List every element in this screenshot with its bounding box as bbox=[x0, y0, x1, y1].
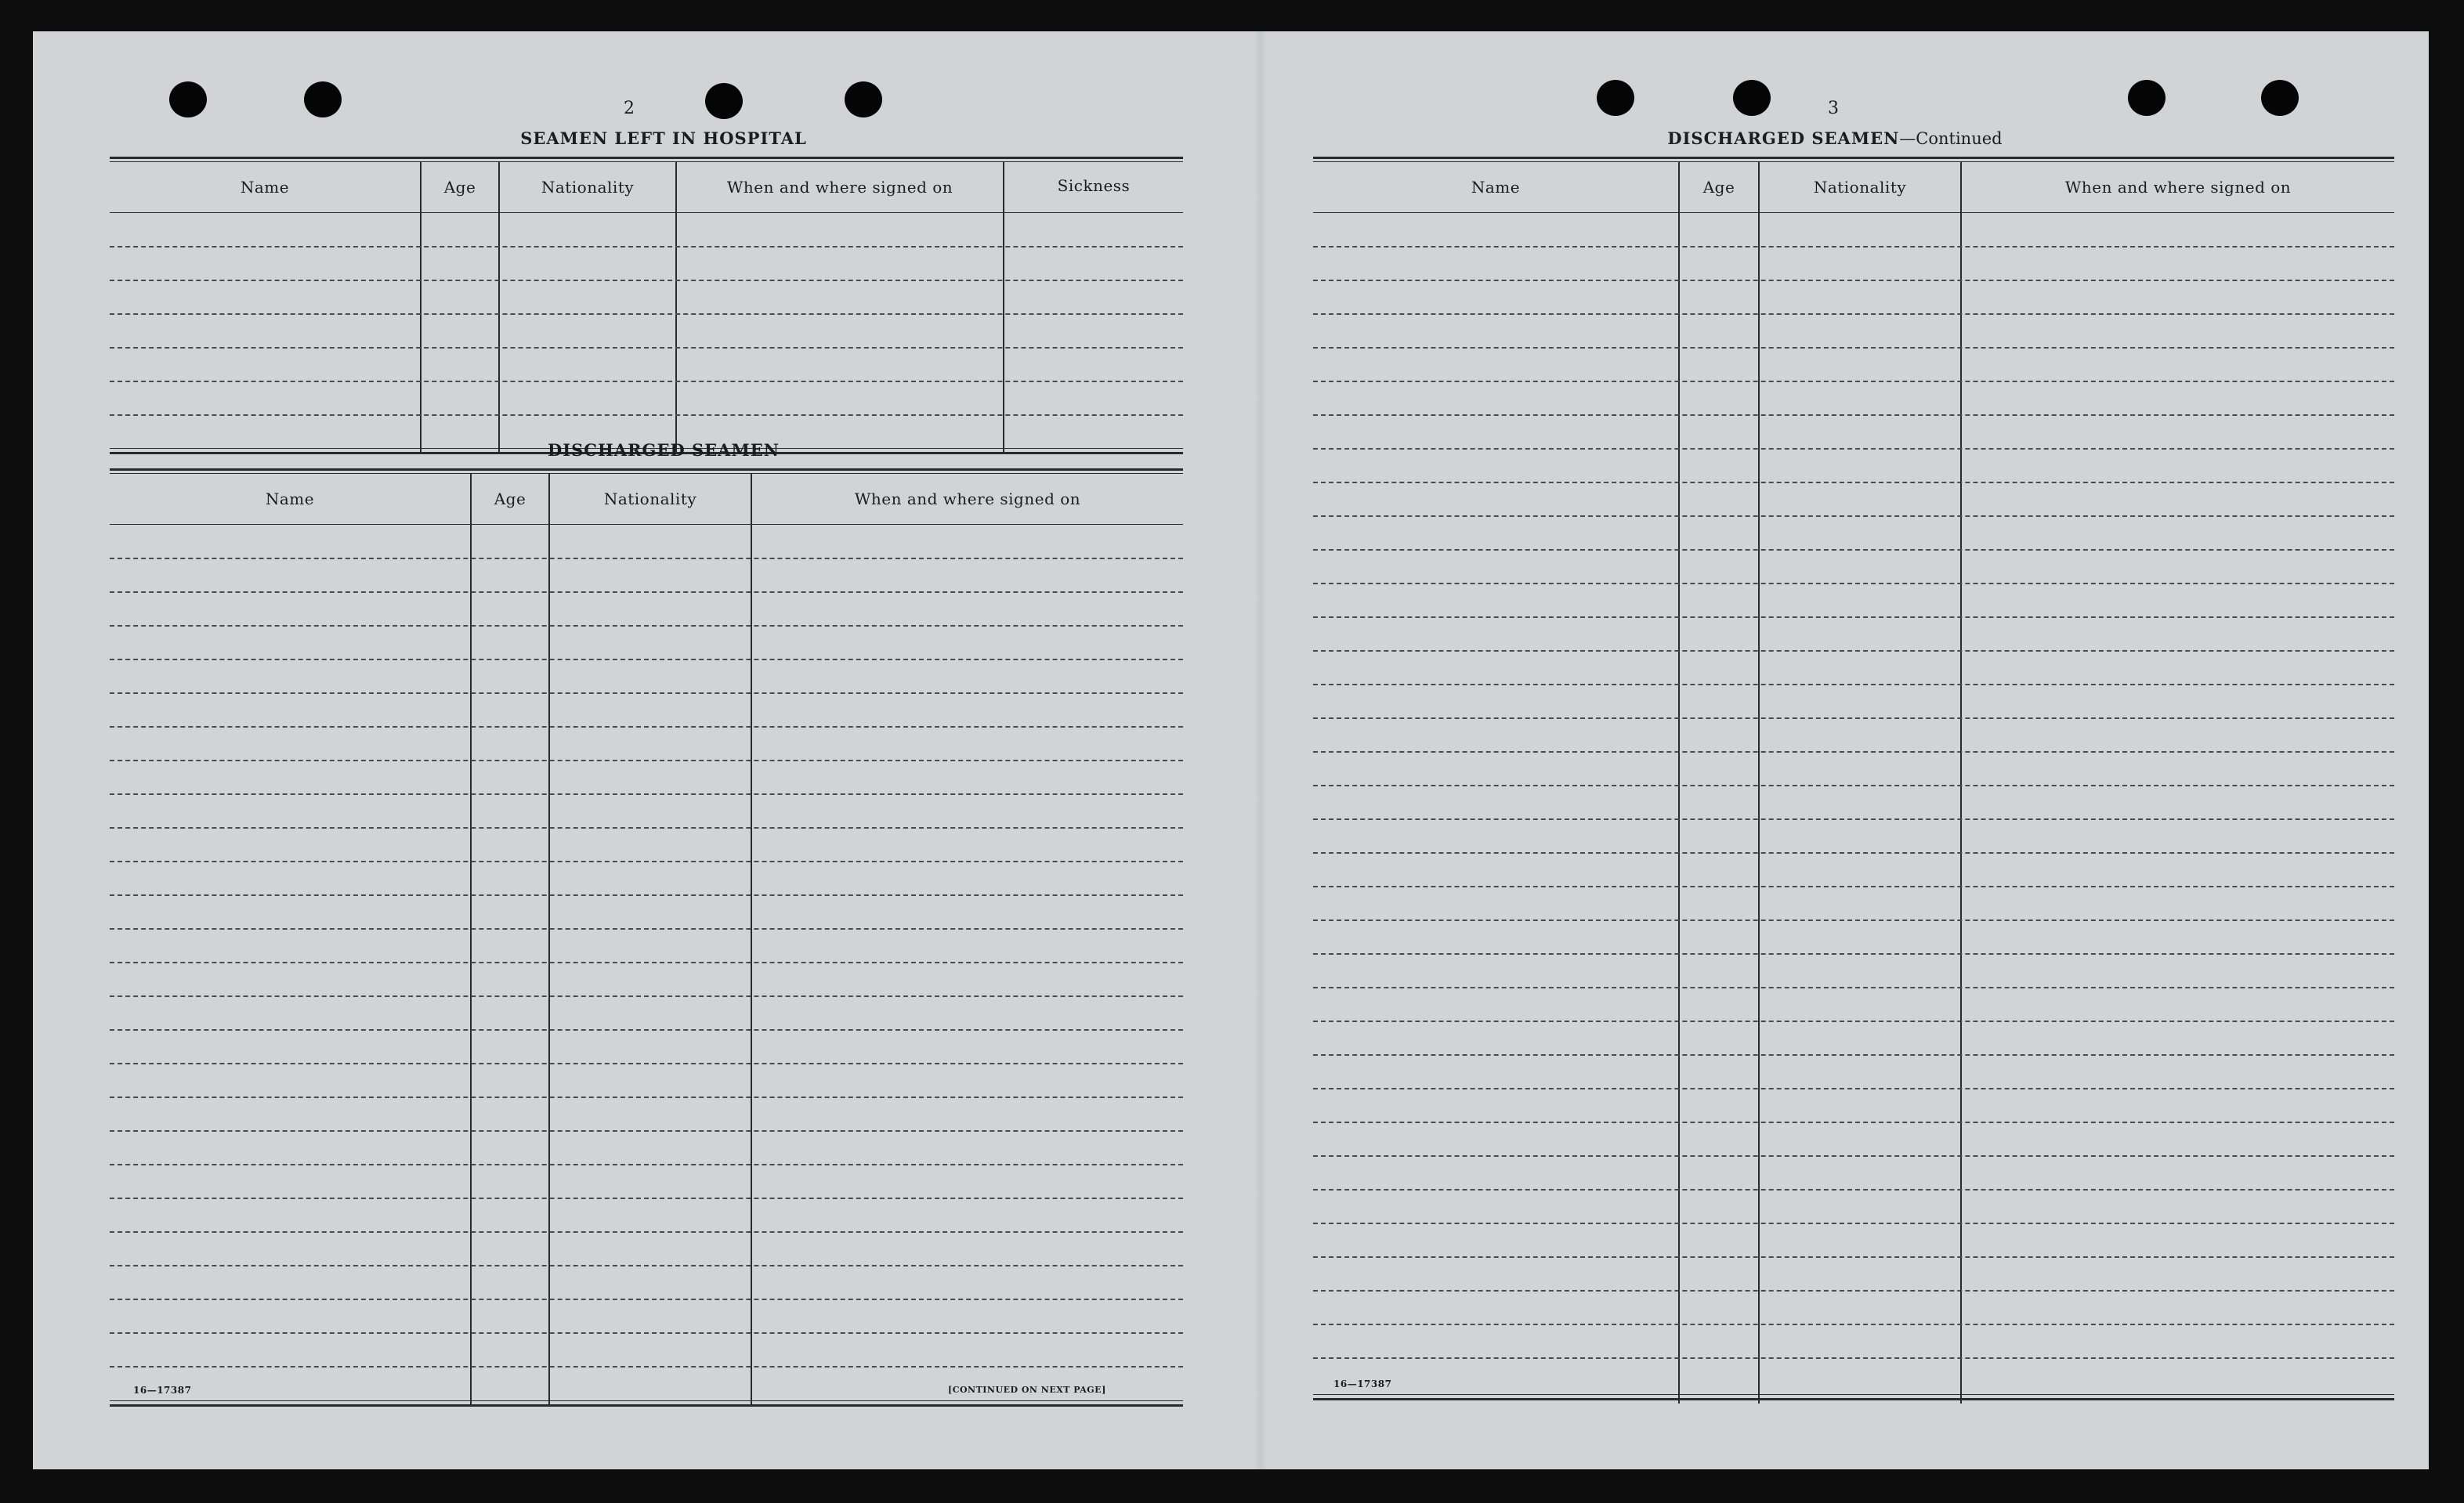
table-row bbox=[1313, 313, 2394, 315]
table-row bbox=[1313, 1021, 2394, 1022]
table-row bbox=[110, 1332, 1183, 1334]
table-row bbox=[1313, 717, 2394, 719]
table-row bbox=[1313, 616, 2394, 618]
table-row bbox=[1313, 246, 2394, 247]
discharged-header-name: Name bbox=[265, 490, 315, 508]
discharged-continued-title bbox=[1545, 128, 2125, 148]
hospital-section-title: SEAMEN LEFT IN HOSPITAL bbox=[520, 128, 807, 148]
table-row bbox=[110, 1299, 1183, 1300]
table-row bbox=[1313, 1088, 2394, 1089]
table-row bbox=[110, 962, 1183, 963]
table-row bbox=[1313, 1155, 2394, 1157]
table-row bbox=[1313, 482, 2394, 483]
binder-hole bbox=[304, 81, 342, 117]
discharged-continued-table bbox=[1313, 157, 2394, 1408]
table-row bbox=[1313, 920, 2394, 921]
table-row bbox=[1313, 852, 2394, 854]
table-row bbox=[1313, 1189, 2394, 1190]
form-number-right: 16—17387 bbox=[1333, 1378, 1392, 1389]
table-row bbox=[110, 827, 1183, 829]
binder-hole bbox=[2128, 80, 2165, 116]
continued-header-signed-on: When and where signed on bbox=[2064, 178, 2292, 197]
table-row bbox=[1313, 1256, 2394, 1258]
discharged-continued-title-text: DISCHARGED SEAMEN bbox=[1667, 128, 1900, 148]
page-number-right: 3 bbox=[1828, 99, 1839, 118]
table-row bbox=[110, 1063, 1183, 1064]
continued-header-name: Name bbox=[1471, 178, 1521, 197]
continued-suffix: —Continued bbox=[1899, 129, 2003, 148]
table-row bbox=[110, 1164, 1183, 1165]
table-row bbox=[1313, 684, 2394, 685]
continued-header-nationality: Nationality bbox=[1813, 178, 1907, 197]
discharged-header-nationality: Nationality bbox=[603, 490, 697, 508]
table-row bbox=[110, 558, 1183, 559]
table-row bbox=[110, 793, 1183, 795]
table-row bbox=[1313, 1223, 2394, 1224]
hospital-header-signed-on: When and where signed on bbox=[726, 178, 953, 197]
table-row bbox=[110, 692, 1183, 694]
table-row bbox=[1313, 549, 2394, 551]
table-row bbox=[110, 1366, 1183, 1368]
binder-hole bbox=[2261, 80, 2299, 116]
table-row bbox=[1313, 1324, 2394, 1325]
table-row bbox=[110, 760, 1183, 761]
table-row bbox=[110, 347, 1183, 349]
hospital-table bbox=[110, 157, 1183, 456]
binder-hole bbox=[169, 81, 207, 117]
table-row bbox=[1313, 751, 2394, 753]
table-row bbox=[110, 280, 1183, 281]
table-row bbox=[1313, 987, 2394, 988]
table-row bbox=[1313, 650, 2394, 652]
binder-hole bbox=[705, 83, 743, 119]
table-row bbox=[110, 1130, 1183, 1132]
discharged-header-signed-on: When and where signed on bbox=[854, 490, 1081, 508]
table-row bbox=[1313, 818, 2394, 820]
table-row bbox=[1313, 1054, 2394, 1056]
table-row bbox=[1313, 953, 2394, 955]
hospital-header-name: Name bbox=[240, 178, 290, 197]
table-row bbox=[110, 1097, 1183, 1098]
table-row bbox=[1313, 515, 2394, 517]
table-row bbox=[1313, 1290, 2394, 1292]
table-row bbox=[110, 1231, 1183, 1233]
table-row bbox=[110, 1265, 1183, 1266]
discharged-table bbox=[110, 468, 1183, 1408]
page-number-left: 2 bbox=[624, 99, 635, 118]
page-fold bbox=[1255, 31, 1266, 1469]
continued-header-age: Age bbox=[1702, 178, 1735, 197]
table-row bbox=[110, 414, 1183, 416]
ledger-sheet bbox=[33, 31, 2429, 1469]
table-row bbox=[110, 1029, 1183, 1031]
continued-note: [CONTINUED ON NEXT PAGE] bbox=[948, 1385, 1106, 1395]
table-row bbox=[110, 995, 1183, 997]
table-row bbox=[1313, 347, 2394, 349]
table-row bbox=[1313, 785, 2394, 786]
table-row bbox=[110, 591, 1183, 593]
binder-hole bbox=[845, 81, 882, 117]
table-row bbox=[1313, 381, 2394, 382]
table-row bbox=[1313, 414, 2394, 416]
form-number-left: 16—17387 bbox=[133, 1385, 192, 1396]
hospital-header-nationality: Nationality bbox=[541, 178, 635, 197]
binder-hole bbox=[1733, 80, 1771, 116]
table-row bbox=[110, 726, 1183, 728]
discharged-section-title: DISCHARGED SEAMEN bbox=[548, 440, 780, 460]
table-row bbox=[1313, 1357, 2394, 1359]
table-row bbox=[1313, 886, 2394, 887]
table-row bbox=[110, 659, 1183, 660]
table-row bbox=[1313, 448, 2394, 450]
table-row bbox=[1313, 280, 2394, 281]
hospital-header-age: Age bbox=[443, 178, 476, 197]
table-row bbox=[110, 928, 1183, 930]
binder-hole bbox=[1597, 80, 1634, 116]
hospital-header-sickness: Sickness bbox=[1057, 176, 1131, 195]
table-row bbox=[110, 313, 1183, 315]
table-row bbox=[110, 625, 1183, 627]
table-row bbox=[110, 861, 1183, 862]
table-row bbox=[110, 381, 1183, 382]
table-row bbox=[1313, 583, 2394, 584]
discharged-header-age: Age bbox=[494, 490, 526, 508]
table-row bbox=[1313, 1122, 2394, 1123]
table-row bbox=[110, 894, 1183, 896]
table-row bbox=[110, 246, 1183, 247]
table-row bbox=[110, 1198, 1183, 1199]
